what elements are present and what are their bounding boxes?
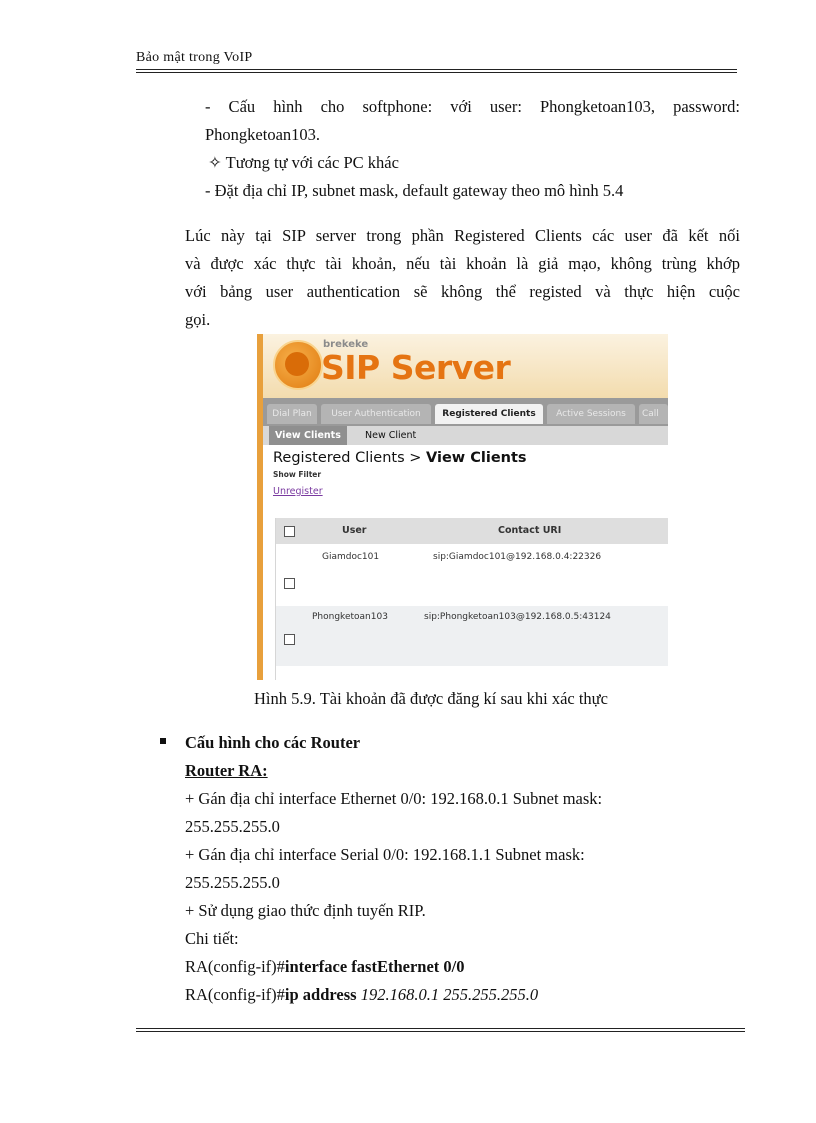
row-contact-uri: sip:Phongketoan103@192.168.0.5:43124	[424, 612, 611, 622]
command-line-2	[185, 981, 538, 1009]
screenshot-banner	[263, 334, 668, 398]
details-label: Chi tiết:	[185, 929, 239, 948]
unregister-link[interactable]: Unregister	[273, 486, 323, 497]
softphone-line-2: Phongketoan103.	[205, 125, 321, 144]
header-rule-top	[136, 69, 737, 70]
row-checkbox[interactable]	[284, 578, 295, 589]
view-title-current: View Clients	[426, 450, 527, 466]
row-contact-uri: sip:Giamdoc101@192.168.0.4:22326	[433, 552, 602, 562]
router-heading: Cấu hình cho các Router	[185, 733, 361, 752]
paragraph-line-4: gọi.	[185, 310, 211, 329]
tab-user-authentication[interactable]: User Authentication	[321, 404, 431, 424]
table-row	[276, 606, 668, 666]
view-title-breadcrumb: Registered Clients >	[273, 450, 427, 466]
product-name: SIP Server	[321, 348, 511, 387]
softphone-line-1: - Cấu hình cho softphone: với user: Phongketoan103, password:	[205, 97, 740, 116]
figure-caption: Hình 5.9. Tài khoản đã được đăng kí sau khi xác thực	[254, 689, 608, 708]
subtab-new-client[interactable]: New Client	[365, 430, 417, 441]
main-tabs	[263, 398, 668, 426]
column-contact-uri: Contact URI	[498, 525, 562, 536]
brand-name: brekeke	[323, 339, 369, 350]
brekeke-logo-icon	[273, 340, 323, 390]
subtab-view-clients[interactable]: View Clients	[269, 426, 347, 445]
row-checkbox[interactable]	[284, 634, 295, 645]
serial-line-2: 255.255.255.0	[185, 873, 280, 892]
command-text: interface fastEthernet 0/0	[284, 957, 465, 976]
paragraph-line-2: và được xác thực tài khoản, nếu tài khoản là giả mạo, không trùng khớp	[185, 254, 740, 273]
tab-registered-clients[interactable]: Registered Clients	[435, 404, 543, 424]
ethernet-line-2: 255.255.255.0	[185, 817, 280, 836]
footer-rule-bottom	[136, 1031, 745, 1032]
command-prompt: RA(config-if)#	[185, 957, 285, 976]
tab-dial-plan[interactable]: Dial Plan	[267, 404, 317, 424]
view-title	[273, 450, 527, 466]
table-row	[276, 546, 668, 606]
command-line-1	[185, 953, 465, 981]
rip-line: + Sử dụng giao thức định tuyến RIP.	[185, 901, 426, 920]
tab-call[interactable]: Call	[639, 404, 668, 424]
command-prompt: RA(config-if)#	[185, 985, 285, 1004]
sub-tabs	[263, 426, 668, 445]
serial-line-1: + Gán địa chỉ interface Serial 0/0: 192.168.1.1 Subnet mask:	[185, 845, 585, 864]
select-all-checkbox[interactable]	[284, 526, 295, 537]
header-rule-bottom	[136, 72, 737, 73]
tab-active-sessions[interactable]: Active Sessions	[547, 404, 635, 424]
router-ra-heading: Router RA:	[185, 761, 268, 780]
show-filter-link[interactable]: Show Filter	[273, 470, 322, 479]
row-user: Giamdoc101	[322, 552, 380, 562]
table-header	[276, 518, 668, 544]
page-header-title: Bảo mật trong VoIP	[136, 50, 253, 65]
clients-table	[275, 518, 668, 680]
square-bullet-icon	[160, 738, 166, 744]
ip-setup-line: - Đặt địa chỉ IP, subnet mask, default gateway theo mô hình 5.4	[205, 181, 624, 200]
column-user: User	[342, 525, 367, 536]
sip-server-screenshot	[257, 334, 668, 680]
ethernet-line-1: + Gán địa chỉ interface Ethernet 0/0: 192.168.0.1 Subnet mask:	[185, 789, 603, 808]
row-user: Phongketoan103	[312, 612, 388, 622]
command-arguments: 192.168.0.1 255.255.255.0	[360, 985, 539, 1004]
footer-rule-top	[136, 1028, 745, 1029]
command-text: ip address	[284, 985, 357, 1004]
paragraph-line-1: Lúc này tại SIP server trong phần Registered Clients các user đã kết nối	[185, 226, 740, 245]
paragraph-line-3: với bảng user authentication sẽ không thể registed và thực hiện cuộc	[185, 282, 740, 301]
similar-pcs-line: ✧ Tương tự với các PC khác	[208, 153, 399, 172]
